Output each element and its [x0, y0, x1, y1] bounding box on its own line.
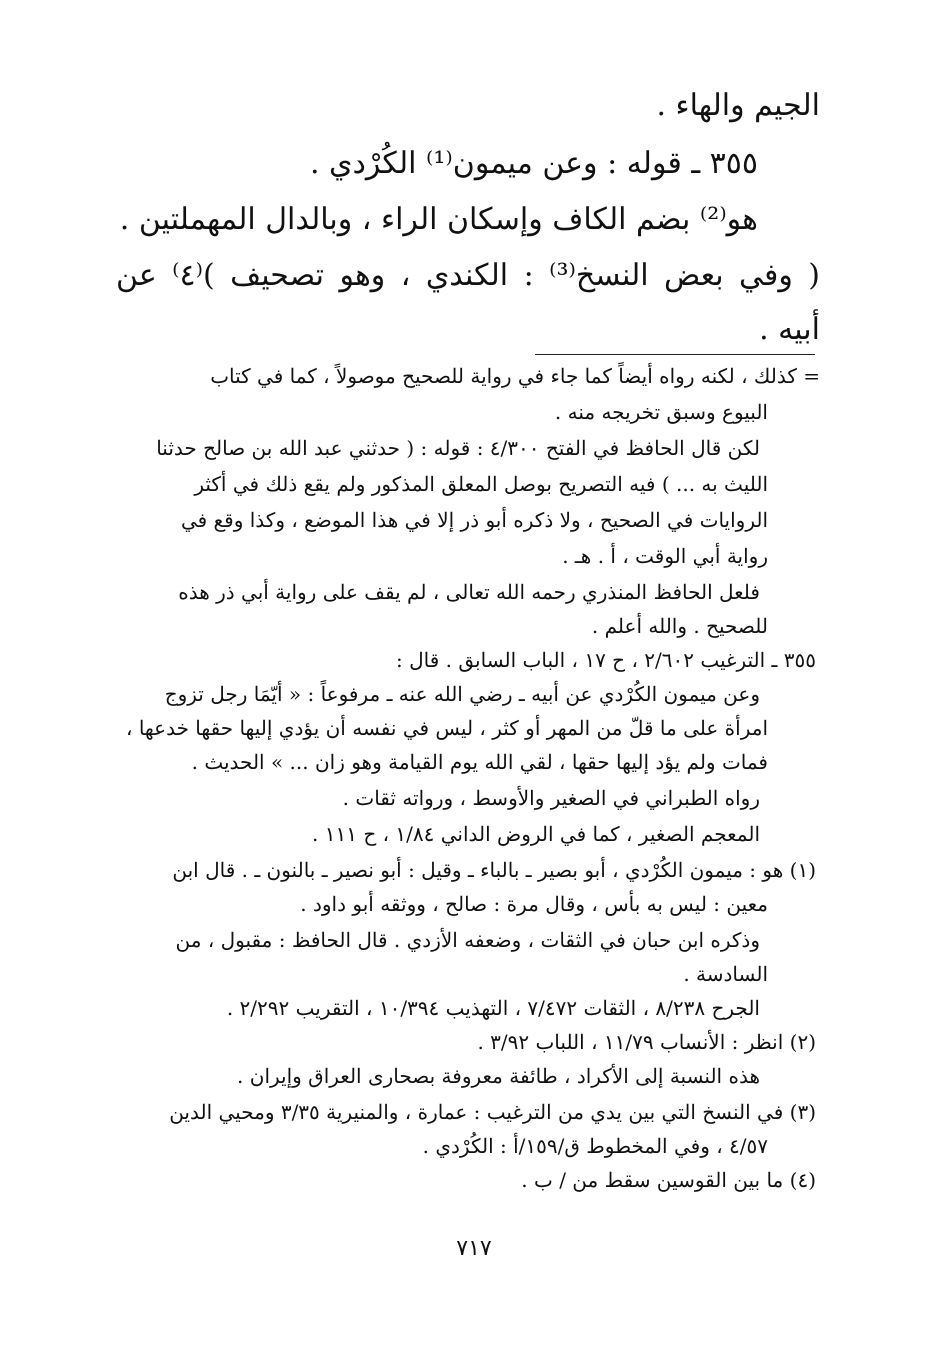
- footnote-line-8: للصحيح . والله أعلم .: [591, 614, 768, 638]
- footnote-line-3: لكن قال الحافظ في الفتح ٤/٣٠٠ : قوله : ( حدثني عبد الله بن صالح حدثنا: [156, 436, 760, 460]
- main-line-4: ( وفي بعض النسخ⁽³⁾ : الكندي ، وهو تصحيف )⁽٤⁾ عن: [116, 258, 820, 293]
- main-line-1: الجيم والهاء .: [656, 88, 820, 123]
- footnote-separator: [535, 354, 815, 355]
- page-number: ٧١٧: [456, 1236, 492, 1261]
- footnote-line-7: فلعل الحافظ المنذري رحمه الله تعالى ، لم يقف على رواية أبي ذر هذه: [178, 580, 760, 604]
- footnote-line-5: الروايات في الصحيح ، ولا ذكره أبو ذر إلا في هذا الموضع ، وكذا وقع في: [180, 508, 768, 532]
- footnote-line-13: رواه الطبراني في الصغير والأوسط ، ورواته ثقات .: [342, 786, 760, 810]
- main-line-5: أبيه .: [759, 312, 820, 347]
- footnote-line-22: (٣) في النسخ التي بين يدي من الترغيب : عمارة ، والمنيرية ٣/٣٥ ومحيي الدين: [169, 1100, 816, 1124]
- footnote-line-14: المعجم الصغير ، كما في الروض الداني ١/٨٤ ، ح ١١١ .: [312, 822, 760, 846]
- footnote-line-9: ٣٥٥ ـ الترغيب ٢/٦٠٢ ، ح ١٧ ، الباب السابق . قال :: [396, 648, 816, 672]
- footnote-line-20: (٢) انظر : الأنساب ١١/٧٩ ، اللباب ٣/٩٢ .: [477, 1030, 816, 1054]
- footnote-line-17: وذكره ابن حبان في الثقات ، وضعفه الأزدي . قال الحافظ : مقبول ، من: [175, 928, 760, 952]
- footnote-line-10: وعن ميمون الكُرْدي عن أبيه ـ رضي الله عنه ـ مرفوعاً : « أيّمَا رجل تزوج: [164, 682, 760, 706]
- footnote-line-24: (٤) ما بين القوسين سقط من / ب .: [521, 1168, 816, 1192]
- footnote-line-15: (١) هو : ميمون الكُرْدي ، أبو بصير ـ بالباء ـ وقيل : أبو نصير ـ بالنون ـ . قال ابن: [172, 858, 816, 882]
- main-line-3: هو⁽²⁾ بضم الكاف وإسكان الراء ، وبالدال المهملتين .: [119, 202, 758, 237]
- footnote-line-2: البيوع وسبق تخريجه منه .: [554, 400, 768, 424]
- footnote-line-16: معين : ليس به بأس ، وقال مرة : صالح ، ووثقه أبو داود .: [300, 892, 768, 916]
- footnote-line-18: السادسة .: [683, 962, 768, 986]
- footnote-line-12: فمات ولم يؤد إليها حقها ، لقي الله يوم القيامة وهو زان ... » الحديث .: [191, 750, 768, 774]
- main-line-2: ٣٥٥ ـ قوله : وعن ميمون⁽¹⁾ الكُرْدي .: [309, 146, 758, 181]
- footnote-line-1: = كذلك ، لكنه رواه أيضاً كما جاء في رواية للصحيح موصولاً ، كما في كتاب: [210, 364, 820, 388]
- footnote-line-6: رواية أبي الوقت ، أ . هـ .: [562, 544, 768, 568]
- footnote-line-23: ٤/٥٧ ، وفي المخطوط ق/١٥٩/أ : الكُرْدي .: [422, 1134, 768, 1158]
- footnote-line-19: الجرح ٨/٢٣٨ ، الثقات ٧/٤٧٢ ، التهذيب ١٠/٣٩٤ ، التقريب ٢/٢٩٢ .: [226, 996, 760, 1020]
- footnote-line-4: الليث به ... ) فيه التصريح بوصل المعلق المذكور ولم يقع ذلك في أكثر: [194, 472, 768, 496]
- footnote-line-21: هذه النسبة إلى الأكراد ، طائفة معروفة بصحارى العراق وإيران .: [237, 1064, 760, 1088]
- footnote-line-11: امرأة على ما قلّ من المهر أو كثر ، ليس في نفسه أن يؤدي إليها حقها خدعها ،: [126, 716, 768, 740]
